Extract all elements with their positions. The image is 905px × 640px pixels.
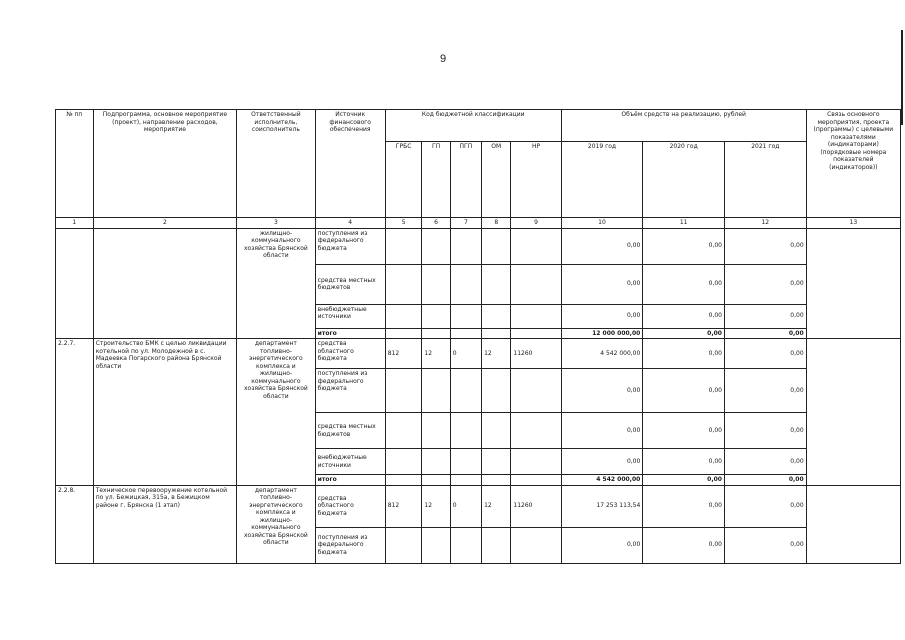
- cell-executor: департамент топливно-энергетического комплекса и жилищно-коммунального хозяйства Брянской области: [237, 339, 316, 486]
- col-number: 8: [482, 218, 511, 229]
- header-gp: ГП: [422, 142, 450, 218]
- cell-2021: 0,00: [724, 527, 806, 563]
- header-2019: 2019 год: [561, 142, 643, 218]
- cell-om: 12: [482, 485, 511, 527]
- cell-pgp: 0: [450, 339, 481, 369]
- col-number: 13: [806, 218, 900, 229]
- cell-grbs: 812: [385, 339, 422, 369]
- column-number-row: [56, 218, 901, 229]
- col-number: 4: [315, 218, 385, 229]
- cell-2020: 0,00: [643, 369, 725, 413]
- cell-2019: 0,00: [561, 527, 643, 563]
- header-om: ОМ: [482, 142, 511, 218]
- header-pgp: ПГП: [450, 142, 481, 218]
- header-link: Связь основного мероприятия, проекта (программы) с целевыми показателями (индикаторами) (порядковые номера показателей (индикаторов)): [806, 110, 900, 218]
- cell-2021: 0,00: [724, 264, 806, 304]
- cell-2020: 0,00: [643, 449, 725, 475]
- cell-2019: 0,00: [561, 304, 643, 328]
- header-executor: Ответственный исполнитель, соисполнитель: [237, 110, 316, 218]
- cell-om: 12: [482, 339, 511, 369]
- cell-num: 2.2.7.: [56, 339, 94, 486]
- cell-2020: 0,00: [643, 304, 725, 328]
- cell-2021: 0,00: [724, 304, 806, 328]
- cell-2019: 12 000 000,00: [561, 328, 643, 339]
- cell-nr: 11260: [511, 485, 561, 527]
- cell-nr: 11260: [511, 339, 561, 369]
- col-number: 7: [450, 218, 481, 229]
- header-nr: НР: [511, 142, 561, 218]
- cell-2021: 0,00: [724, 475, 806, 486]
- cell-2021: 0,00: [724, 485, 806, 527]
- cell-pgp: 0: [450, 485, 481, 527]
- cell-source: средства местных бюджетов: [315, 413, 385, 449]
- header-source: Источник финансового обеспечения: [315, 110, 385, 218]
- cell-source: итого: [315, 328, 385, 339]
- budget-table: [55, 109, 901, 564]
- cell-source: средства местных бюджетов: [315, 264, 385, 304]
- cell-2021: 0,00: [724, 228, 806, 264]
- col-number: 6: [422, 218, 450, 229]
- cell-link: [806, 339, 900, 486]
- cell-2019: 0,00: [561, 264, 643, 304]
- header-num: № пп: [56, 110, 94, 218]
- header-2020: 2020 год: [643, 142, 725, 218]
- cell-link: [806, 228, 900, 339]
- cell-name: [93, 228, 236, 339]
- cell-executor: департамент топливно-энергетического комплекса и жилищно-коммунального хозяйства Брянской области: [237, 485, 316, 563]
- cell-link: [806, 485, 900, 563]
- cell-2020: 0,00: [643, 527, 725, 563]
- cell-name: Техническое перевооружение котельной по ул. Бежицкая, 315а, в Бежицком районе г. Брянска (1 этап): [93, 485, 236, 563]
- table-row: [56, 339, 901, 369]
- cell-name: Строительство БМК с целью ликвидации котельной по ул. Молодежной в с. Мадеевка Погарского района Брянской области: [93, 339, 236, 486]
- cell-2020: 0,00: [643, 328, 725, 339]
- cell-2019: 0,00: [561, 369, 643, 413]
- header-grbs: ГРБС: [385, 142, 422, 218]
- header-volume: Объём средств на реализацию, рублей: [561, 110, 806, 142]
- cell-2020: 0,00: [643, 485, 725, 527]
- cell-2019: 4 542 000,00: [561, 475, 643, 486]
- cell-source: поступления из федерального бюджета: [315, 369, 385, 413]
- col-number: 11: [643, 218, 725, 229]
- cell-2020: 0,00: [643, 339, 725, 369]
- table-row: [56, 228, 901, 264]
- cell-source: средства областного бюджета: [315, 485, 385, 527]
- cell-2020: 0,00: [643, 475, 725, 486]
- cell-2020: 0,00: [643, 413, 725, 449]
- cell-2019: 0,00: [561, 449, 643, 475]
- table-row: [56, 485, 901, 527]
- header-subprogram: Подпрограмма, основное мероприятие (проект), направление расходов, мероприятие: [93, 110, 236, 218]
- col-number: 1: [56, 218, 94, 229]
- col-number: 10: [561, 218, 643, 229]
- cell-2019: 17 253 113,54: [561, 485, 643, 527]
- cell-source: поступления из федерального бюджета: [315, 527, 385, 563]
- cell-2021: 0,00: [724, 369, 806, 413]
- cell-2021: 0,00: [724, 339, 806, 369]
- scan-edge-mark: [901, 30, 903, 125]
- cell-source: поступления из федерального бюджета: [315, 228, 385, 264]
- cell-2020: 0,00: [643, 264, 725, 304]
- cell-2021: 0,00: [724, 449, 806, 475]
- cell-source: средства областного бюджета: [315, 339, 385, 369]
- page-number: 9: [440, 53, 447, 65]
- cell-2021: 0,00: [724, 328, 806, 339]
- cell-num: 2.2.8.: [56, 485, 94, 563]
- header-2021: 2021 год: [724, 142, 806, 218]
- col-number: 9: [511, 218, 561, 229]
- cell-2020: 0,00: [643, 228, 725, 264]
- cell-source: внебюджетные источники: [315, 304, 385, 328]
- col-number: 2: [93, 218, 236, 229]
- cell-2019: 0,00: [561, 228, 643, 264]
- cell-source: внебюджетные источники: [315, 449, 385, 475]
- header-budget-code: Код бюджетной классификации: [385, 110, 561, 142]
- col-number: 5: [385, 218, 422, 229]
- col-number: 12: [724, 218, 806, 229]
- cell-num: [56, 228, 94, 339]
- col-number: 3: [237, 218, 316, 229]
- cell-grbs: 812: [385, 485, 422, 527]
- cell-2021: 0,00: [724, 413, 806, 449]
- cell-gp: 12: [422, 339, 450, 369]
- cell-source: итого: [315, 475, 385, 486]
- cell-2019: 4 542 000,00: [561, 339, 643, 369]
- cell-executor: жилищно-коммунального хозяйства Брянской области: [237, 228, 316, 339]
- header-row-1: [56, 110, 901, 142]
- cell-gp: 12: [422, 485, 450, 527]
- cell-2019: 0,00: [561, 413, 643, 449]
